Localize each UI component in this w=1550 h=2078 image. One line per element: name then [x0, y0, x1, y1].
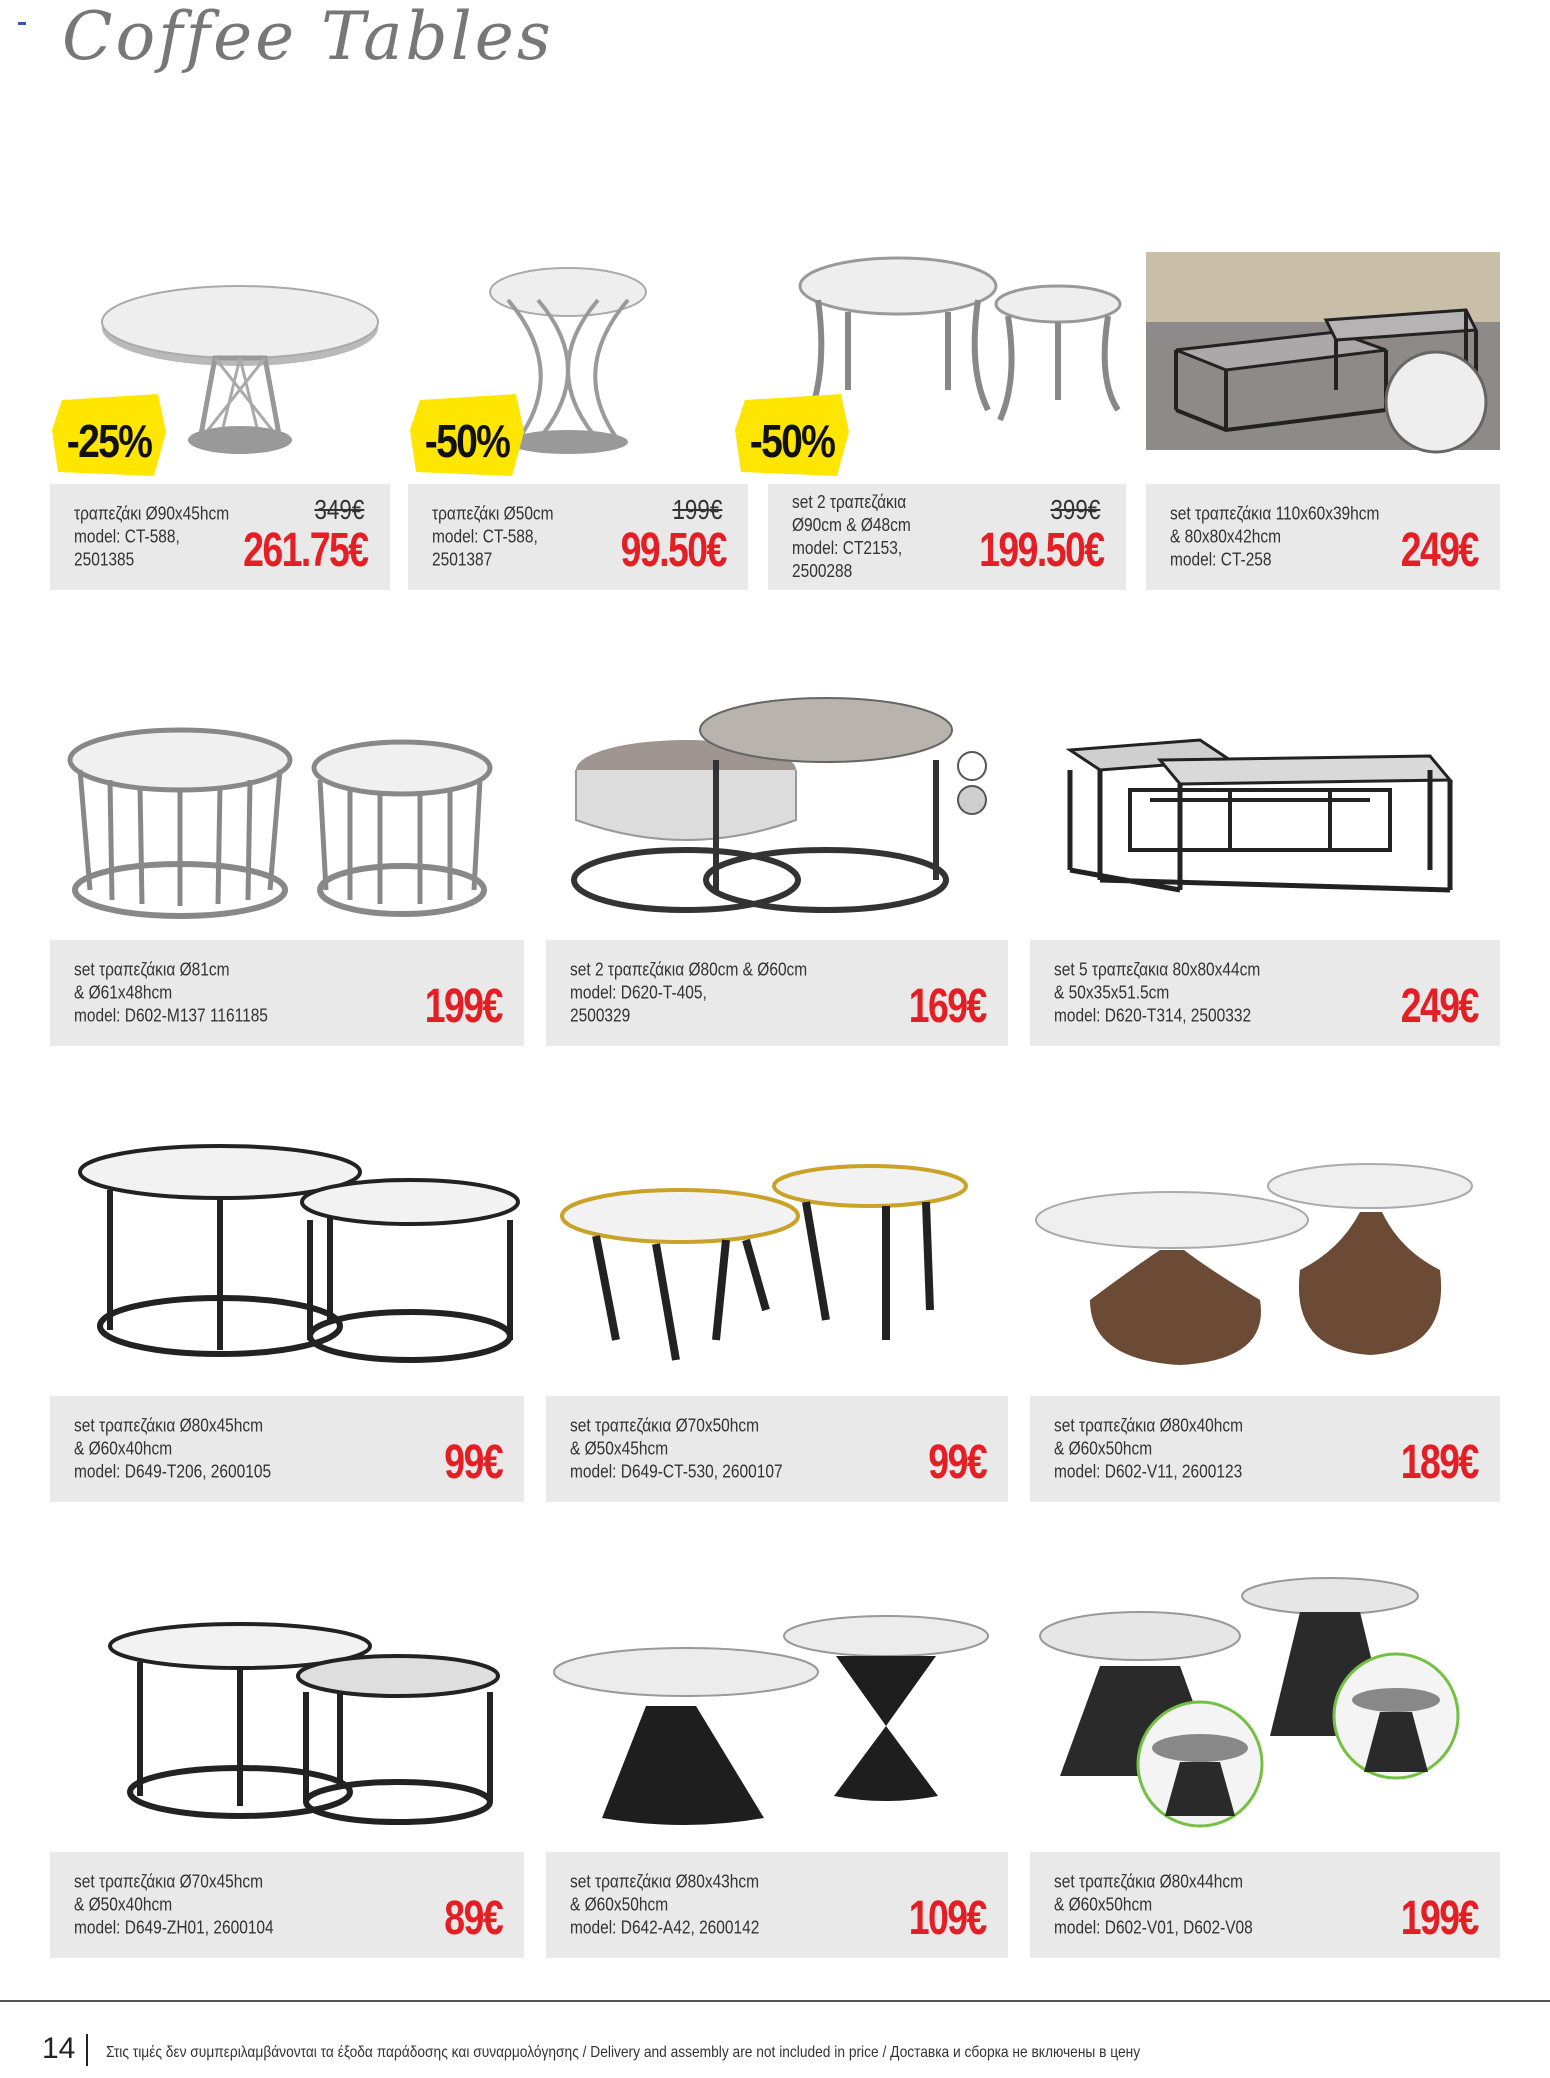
- product-info: [50, 1852, 524, 1958]
- product-card[interactable]: [1030, 1576, 1500, 1958]
- product-info: [546, 1396, 1008, 1502]
- discount-badge: -25%: [50, 390, 168, 480]
- product-description: τραπεζάκι Ø90x45hcm model: CT-588, 2501385: [74, 503, 230, 570]
- product-card[interactable]: [546, 690, 1008, 1046]
- product-card[interactable]: [1146, 240, 1500, 590]
- product-description: set 2 τραπεζάκια Ø90cm & Ø48cm model: CT2153, 2500288: [792, 492, 911, 581]
- product-description: set τραπεζάκια Ø80x45hcm & Ø60x40hcm model: D649-T206, 2600105: [74, 1415, 272, 1482]
- product-card[interactable]: [1030, 1140, 1500, 1502]
- product-card[interactable]: [408, 240, 748, 590]
- product-card[interactable]: [1030, 690, 1500, 1046]
- product-description: set τραπεζάκια Ø70x50hcm & Ø50x45hcm model: D649-CT-530, 2600107: [570, 1415, 783, 1482]
- product-card[interactable]: [546, 1596, 1008, 1958]
- product-description: τραπεζάκι Ø50cm model: CT-588, 2501387: [432, 503, 554, 570]
- product-description: set τραπεζάκια Ø80x40hcm & Ø60x50hcm model: D602-V11, 2600123: [1054, 1415, 1244, 1482]
- footer-note: Στις τιμές δεν συμπεριλαμβάνονται τα έξοδα παράδοσης και συναρμολόγησης / Delivery and assembly are not included in price / Доставка и сборка не включены в цену: [106, 2044, 1141, 2061]
- discount-badge: -50%: [408, 390, 526, 480]
- price: 99.50€: [620, 524, 726, 577]
- price: 199€: [1400, 1892, 1478, 1945]
- footer-separator: [86, 2034, 88, 2066]
- price: 89€: [444, 1892, 502, 1945]
- price: 249€: [1400, 524, 1478, 577]
- product-image: [50, 1596, 524, 1836]
- product-card[interactable]: [546, 1140, 1008, 1502]
- product-card[interactable]: [749, 240, 1126, 590]
- product-description: set 2 τραπεζάκια Ø80cm & Ø60cm model: D620-T-405, 2500329: [570, 959, 808, 1026]
- price: 249€: [1400, 980, 1478, 1033]
- corner-mark: [18, 22, 26, 25]
- product-info: [1030, 1852, 1500, 1958]
- page-title: Coffee Tables: [62, 0, 554, 75]
- product-image: [1030, 690, 1500, 930]
- product-image: [546, 690, 1008, 930]
- product-image: [1030, 1576, 1500, 1846]
- discount-badge: -50%: [733, 390, 851, 480]
- product-info: [1030, 940, 1500, 1046]
- product-image: [546, 1596, 1008, 1836]
- product-info: [50, 1396, 524, 1502]
- product-description: set τραπεζάκια Ø80x44hcm & Ø60x50hcm model: D602-V01, D602-V08: [1054, 1871, 1253, 1938]
- product-description: set τραπεζάκια 110x60x39hcm & 80x80x42hcm model: CT-258: [1170, 503, 1380, 570]
- product-info: [1030, 1396, 1500, 1502]
- product-image: [50, 690, 524, 930]
- price: 199.50€: [979, 524, 1104, 577]
- product-info: [408, 484, 748, 590]
- product-image: [1030, 1140, 1500, 1380]
- price: 99€: [928, 1436, 986, 1489]
- product-card[interactable]: [50, 1140, 524, 1502]
- product-image: [546, 1140, 1008, 1380]
- product-description: set τραπεζάκια Ø70x45hcm & Ø50x40hcm model: D649-ZH01, 2600104: [74, 1871, 274, 1938]
- old-price: 349€: [314, 494, 364, 525]
- product-card[interactable]: [50, 240, 390, 590]
- product-info: [50, 940, 524, 1046]
- old-price: 199€: [672, 494, 722, 525]
- product-description: set 5 τραπεζακια 80x80x44cm & 50x35x51.5cm model: D620-T314, 2500332: [1054, 959, 1261, 1026]
- product-info: [50, 484, 390, 590]
- product-info: [1146, 484, 1500, 590]
- product-image: [1146, 240, 1500, 480]
- product-description: set τραπεζάκια Ø81cm & Ø61x48hcm model: D602-M137 1161185: [74, 959, 268, 1026]
- price: 169€: [908, 980, 986, 1033]
- price: 99€: [444, 1436, 502, 1489]
- product-image: [50, 1140, 524, 1380]
- price: 261.75€: [243, 524, 368, 577]
- product-info: [768, 484, 1126, 590]
- footer-divider: [0, 2000, 1550, 2002]
- product-description: set τραπεζάκια Ø80x43hcm & Ø60x50hcm model: D642-A42, 2600142: [570, 1871, 760, 1938]
- old-price: 399€: [1050, 494, 1100, 525]
- page-number: 14: [42, 2032, 76, 2065]
- product-info: [546, 1852, 1008, 1958]
- product-card[interactable]: [50, 690, 524, 1046]
- product-info: [546, 940, 1008, 1046]
- price: 109€: [908, 1892, 986, 1945]
- price: 189€: [1400, 1436, 1478, 1489]
- product-card[interactable]: [50, 1596, 524, 1958]
- price: 199€: [424, 980, 502, 1033]
